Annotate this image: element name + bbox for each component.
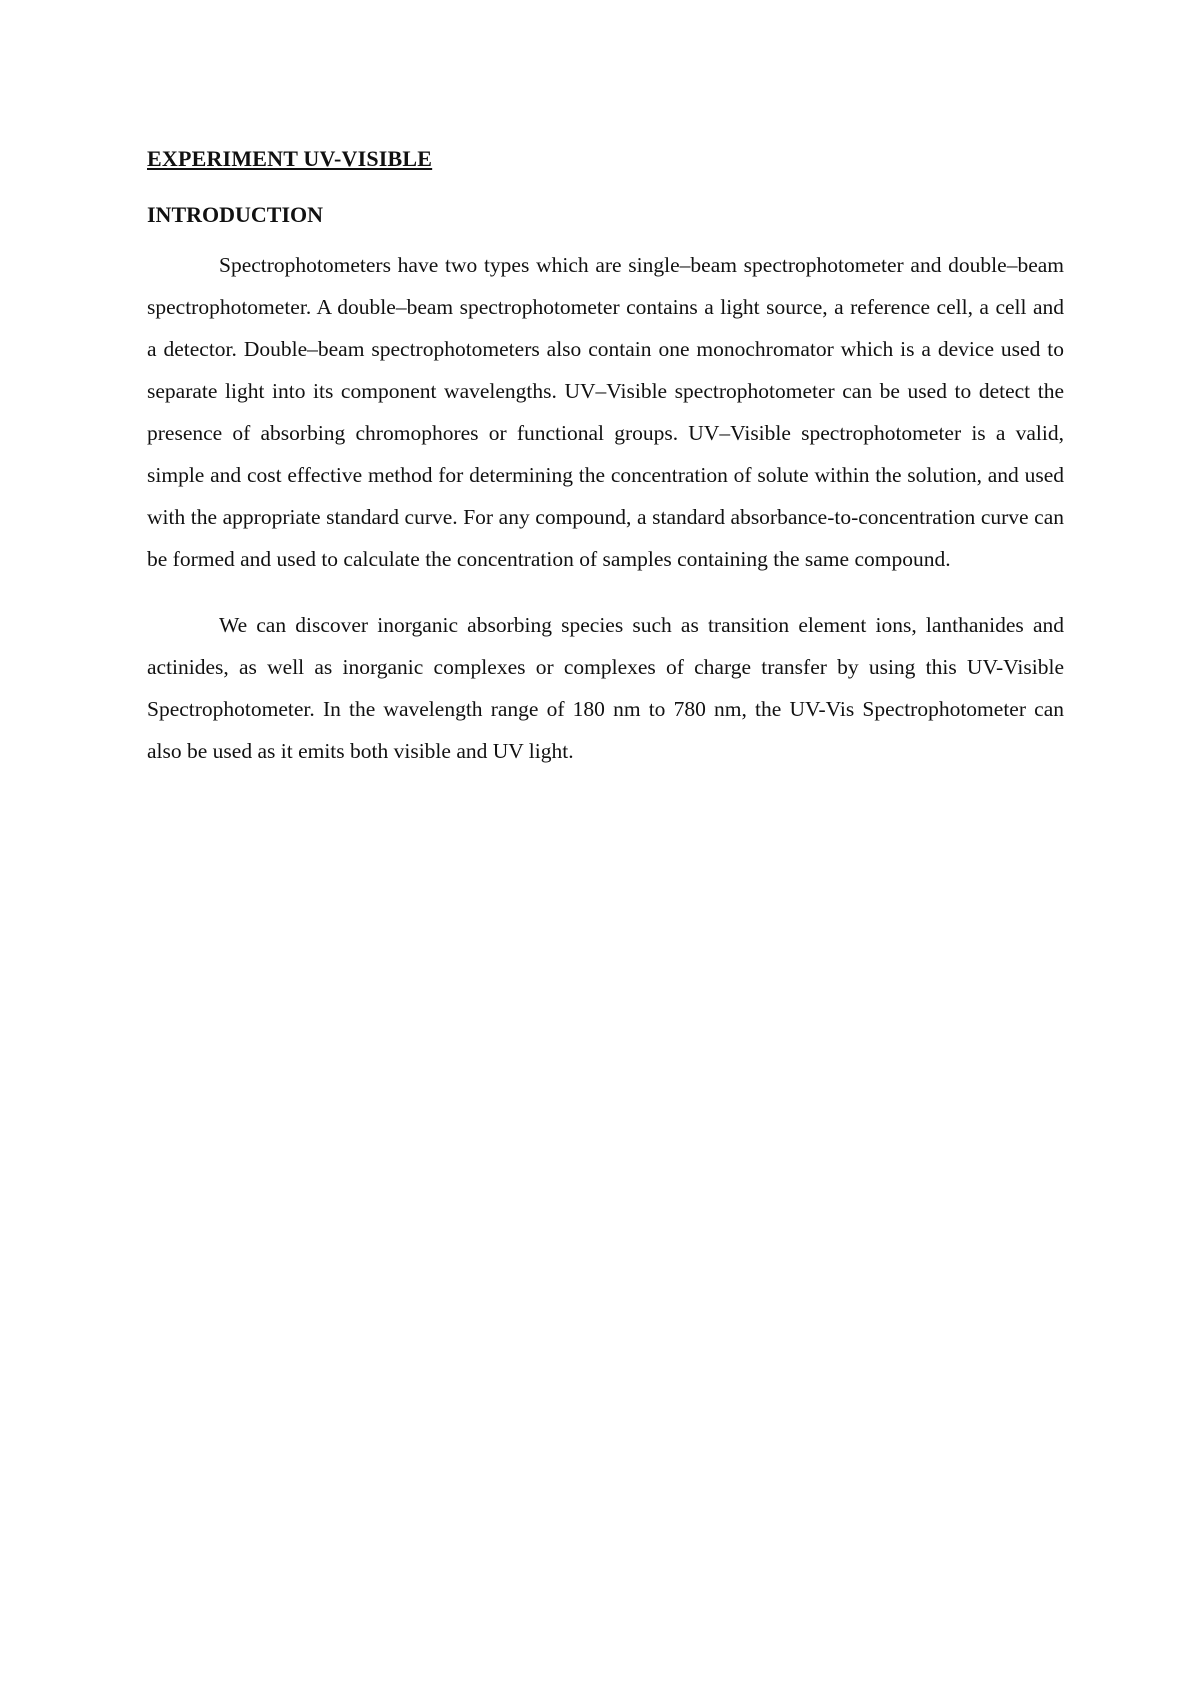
introduction-paragraph-1: Spectrophotometers have two types which are single–beam spectrophotometer and double–beam spectrophotometer. A double–beam spectrophotometer contains a light source, a reference cell, a cell and a detector. Double–beam spectrophotometers also contain one monochromator which is a device used to separate light into its component wavelengths. UV–Visible spectrophotometer can be used to detect the presence of absorbing chromophores or functional groups. UV–Visible spectrophotometer is a valid, simple and cost effective method for determining the concentration of solute within the solution, and used with the appropriate standard curve. For any compound, a standard absorbance-to-concentration curve can be formed and used to calculate the concentration of samples containing the same compound. — [147, 253, 1064, 571]
document-body — [147, 144, 1064, 772]
document-title: EXPERIMENT UV-VISIBLE — [147, 146, 433, 171]
section-heading-introduction: INTRODUCTION — [147, 202, 324, 227]
introduction-paragraph-2: We can discover inorganic absorbing species such as transition element ions, lanthanides and actinides, as well as inorganic complexes or complexes of charge transfer by using this UV-Visible Spectrophotometer. In the wavelength range of 180 nm to 780 nm, the UV-Vis Spectrophotometer can also be used as it emits both visible and UV light. — [147, 613, 1064, 763]
